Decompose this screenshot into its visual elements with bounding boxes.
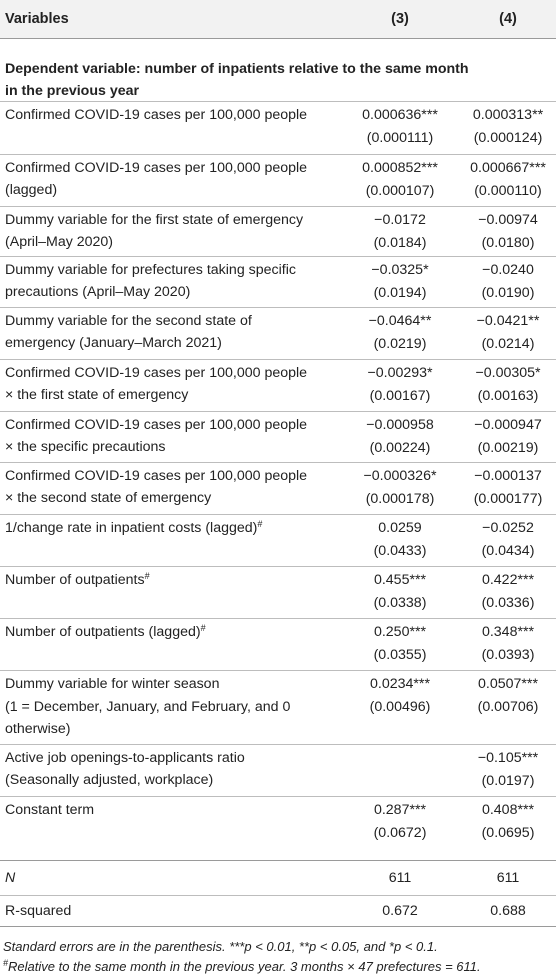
se-col4: (0.0180) [481, 235, 535, 251]
se-col4: (0.000177) [473, 491, 543, 507]
coef-col3: 0.0259 [378, 520, 422, 536]
coef-col4: −0.00305* [475, 365, 541, 381]
row-label: Dummy variable for prefectures taking specific precautions (April–May 2020) [5, 262, 296, 300]
header-col-3: (3) [391, 11, 409, 27]
table-row [0, 359, 556, 413]
coef-col4: 0.422*** [481, 572, 535, 588]
coef-col4: −0.0421** [476, 313, 540, 329]
table-row [0, 307, 556, 361]
se-col4: (0.000124) [473, 130, 543, 146]
row-label: Confirmed COVID-19 cases per 100,000 people × the second state of emergency [5, 468, 308, 506]
header-variables: Variables [5, 11, 69, 27]
coef-col3: −0.000326* [363, 468, 437, 484]
row-label: Active job openings-to-applicants ratio (Seasonally adjusted, workplace) [5, 750, 245, 788]
table-row [0, 411, 556, 464]
note-relative: Relative to the same month in the previous year. 3 months × 47 prefectures = 611. [8, 959, 481, 974]
se-col4: (0.0214) [481, 336, 535, 352]
coef-col3: 0.000636*** [362, 107, 438, 123]
table-row [0, 256, 556, 309]
row-label: Confirmed COVID-19 cases per 100,000 people [5, 107, 308, 123]
coef-col3: 0.0234*** [370, 676, 430, 692]
table-row [0, 566, 556, 619]
coef-col3: 0.250*** [373, 624, 427, 640]
coef-col3: −0.00293* [367, 365, 433, 381]
header-col-4: (4) [499, 11, 517, 27]
coef-col3: −0.0464** [368, 313, 432, 329]
se-col3: (0.000178) [365, 491, 435, 507]
stat-col3: 0.672 [382, 903, 418, 919]
stat-col4: 611 [496, 870, 520, 886]
stat-col3: 611 [388, 870, 412, 886]
table-row [0, 154, 556, 209]
note-line-1 [3, 937, 553, 957]
se-col3: (0.000107) [365, 183, 435, 199]
se-col4: (0.0336) [481, 595, 535, 611]
row-label: Confirmed COVID-19 cases per 100,000 people × the first state of emergency [5, 365, 308, 403]
se-col4: (0.0393) [481, 647, 535, 663]
note-line-2 [3, 957, 553, 977]
row-label [5, 621, 310, 643]
se-col3: (0.0355) [373, 647, 427, 663]
section-title: Dependent variable: number of inpatients relative to the same month in the previous year [5, 61, 469, 99]
se-col4: (0.00219) [477, 440, 539, 456]
se-col3: (0.00224) [369, 440, 431, 456]
table-row [0, 796, 556, 851]
row-label-text: Number of outpatients [5, 572, 145, 588]
coef-col3: 0.455*** [373, 572, 427, 588]
table-row [0, 618, 556, 672]
row-label-note: (1 = December, January, and February, and 0 otherwise) [5, 699, 291, 737]
se-col3: (0.00167) [369, 388, 431, 404]
table-row [0, 744, 556, 797]
row-label: Constant term [5, 802, 95, 818]
se-col3: (0.0672) [373, 825, 427, 841]
bottom-rule [0, 926, 556, 927]
row-label: Dummy variable for winter season [5, 676, 220, 692]
se-col3: (0.0194) [373, 285, 427, 301]
se-col4: (0.0695) [481, 825, 535, 841]
coef-col3: 0.000852*** [362, 160, 438, 176]
coef-col4: 0.000313** [472, 107, 544, 123]
row-label: Confirmed COVID-19 cases per 100,000 people × the specific precautions [5, 417, 308, 455]
coef-col3: 0.287*** [373, 802, 427, 818]
row-label-text: Number of outpatients (lagged) [5, 624, 201, 640]
se-col4: (0.000110) [474, 183, 542, 199]
se-col4: (0.00706) [477, 699, 539, 715]
row-label-text: 1/change rate in inpatient costs (lagged) [5, 520, 258, 536]
stats-row-n [0, 860, 556, 896]
stat-label: N [5, 870, 16, 886]
coef-col4: −0.000137 [474, 468, 542, 484]
coef-col4: −0.0240 [482, 262, 534, 278]
table-notes [3, 937, 553, 977]
coef-col3: −0.0325* [371, 262, 429, 278]
note-standard-errors: Standard errors are in the parenthesis. [3, 939, 230, 954]
row-label [5, 569, 310, 591]
se-col4: (0.0434) [481, 543, 535, 559]
coef-col4: 0.348*** [481, 624, 535, 640]
se-col4: (0.00163) [477, 388, 539, 404]
se-col3: (0.0338) [373, 595, 427, 611]
se-col3: (0.00496) [369, 699, 431, 715]
coef-col4: 0.000667*** [470, 160, 546, 176]
coef-col3: −0.000958 [366, 417, 434, 433]
table-row [0, 206, 556, 257]
se-col3: (0.0219) [373, 336, 427, 352]
coef-col3: −0.0172 [374, 212, 426, 228]
stat-label: R-squared [5, 903, 72, 919]
row-label: Dummy variable for the second state of emergency (January–March 2021) [5, 313, 252, 351]
coef-col4: −0.000947 [474, 417, 542, 433]
se-col4: (0.0197) [481, 773, 535, 789]
stats-row-r-squared [0, 895, 556, 926]
row-label: Confirmed COVID-19 cases per 100,000 people (lagged) [5, 160, 308, 198]
table-row [0, 514, 556, 567]
stat-col4: 0.688 [490, 903, 526, 919]
coef-col4: 0.0507*** [478, 676, 538, 692]
row-label: Dummy variable for the first state of emergency (April–May 2020) [5, 212, 304, 250]
coef-col4: −0.0252 [482, 520, 534, 536]
table-row [0, 462, 556, 515]
table-row [0, 101, 556, 156]
table-header [0, 0, 556, 39]
footnote-mark: # [257, 519, 263, 529]
coef-col4: −0.105*** [477, 750, 539, 766]
table-row [0, 670, 556, 745]
row-label [5, 517, 310, 539]
se-col3: (0.000111) [366, 130, 434, 146]
coef-col4: 0.408*** [481, 802, 535, 818]
footnote-mark: # [200, 623, 206, 633]
se-col3: (0.0433) [373, 543, 427, 559]
se-col3: (0.0184) [373, 235, 427, 251]
note-significance: ***p < 0.01, **p < 0.05, and *p < 0.1. [229, 939, 438, 954]
footnote-mark: # [3, 958, 9, 968]
footnote-mark: # [144, 571, 150, 581]
se-col4: (0.0190) [481, 285, 535, 301]
coef-col4: −0.00974 [478, 212, 538, 228]
